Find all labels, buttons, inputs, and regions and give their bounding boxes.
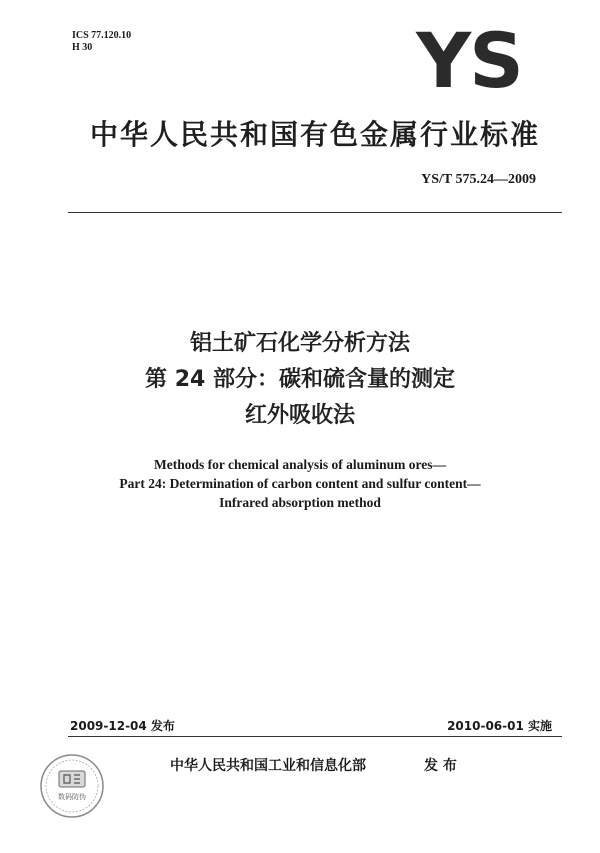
english-title-line3: Infrared absorption method xyxy=(219,495,381,510)
standard-type-title: 中华人民共和国有色金属行业标准 xyxy=(89,118,540,151)
ys-logo: YS xyxy=(416,16,522,105)
publish-date: 2009-12-04 发布 xyxy=(70,719,175,733)
classification-codes xyxy=(72,30,131,54)
bottom-divider xyxy=(68,736,562,737)
english-title xyxy=(40,455,560,512)
chinese-title-line2: 第 24 部分：碳和硫含量的测定 xyxy=(145,367,455,392)
anti-counterfeit-seal-icon xyxy=(38,752,106,820)
chinese-title-line3: 红外吸收法 xyxy=(244,403,355,428)
english-title-line1: Methods for chemical analysis of aluminum ores— xyxy=(154,457,446,472)
chinese-title-line1: 铝土矿石化学分析方法 xyxy=(189,331,410,356)
ics-code: ICS 77.120.10 xyxy=(72,30,132,41)
chinese-title xyxy=(40,326,560,434)
standard-code: YS/T 575.24—2009 xyxy=(421,172,536,187)
issue-label: 发 布 xyxy=(424,758,457,774)
top-divider xyxy=(68,212,562,213)
issuing-authority: 中华人民共和国工业和信息化部 xyxy=(170,758,366,774)
seal-text: 数码防伪 xyxy=(58,793,86,801)
english-title-line2: Part 24: Determination of carbon content and sulfur content— xyxy=(119,476,481,491)
ccs-code: H 30 xyxy=(72,42,93,53)
effective-date: 2010-06-01 实施 xyxy=(447,719,552,733)
